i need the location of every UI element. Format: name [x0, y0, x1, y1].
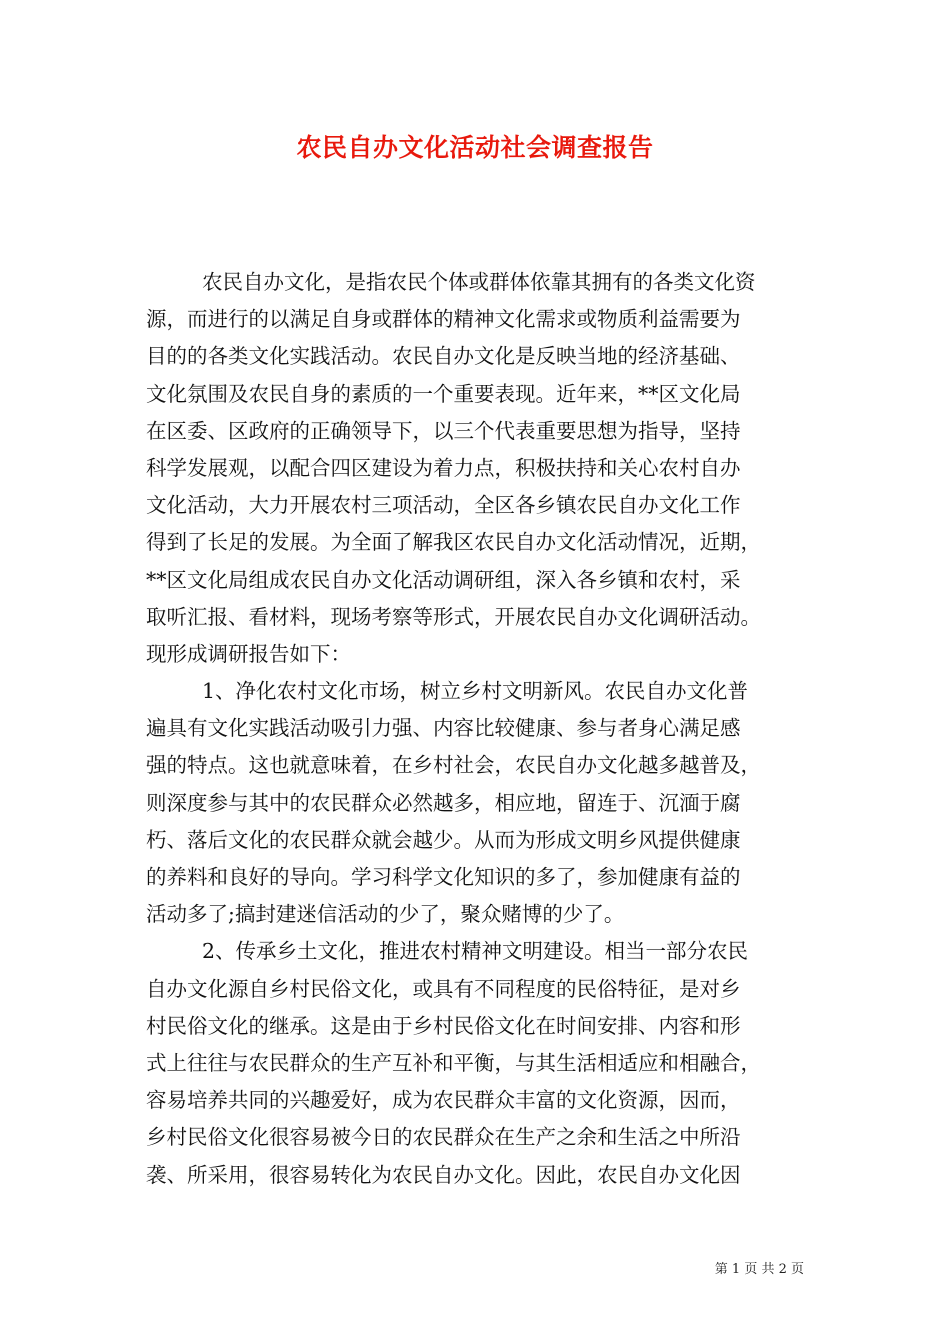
page-number-label: 第 1 页 共 2 页 — [714, 1262, 804, 1277]
text-line: 农民自办文化，是指农民个体或群体依靠其拥有的各类文化资 — [202, 270, 756, 294]
text-line: 源，而进行的以满足自身或群体的精神文化需求或物质利益需要为 — [146, 307, 741, 332]
text-line: 乡村民俗文化很容易被今日的农民群众在生产之余和生活之中所沿 — [146, 1125, 741, 1150]
text-line: 取听汇报、看材料，现场考察等形式，开展农民自办文化调研活动。 — [146, 604, 761, 629]
document-title: 农民自办文化活动社会调查报告 — [296, 133, 654, 162]
text-line: 自办文化源自乡村民俗文化，或具有不同程度的民俗特征，是对乡 — [146, 976, 741, 1001]
text-line: 得到了长足的发展。为全面了解我区农民自办文化活动情况，近期， — [146, 530, 761, 555]
text-line: **区文化局组成农民自办文化活动调研组，深入各乡镇和农村，采 — [146, 567, 741, 592]
text-line: 式上往往与农民群众的生产互补和平衡，与其生活相适应和相融合， — [146, 1050, 761, 1075]
text-line: 2、传承乡土文化，推进农村精神文明建设。相当一部分农民 — [202, 939, 749, 964]
text-line: 强的特点。这也就意味着，在乡村社会，农民自办文化越多越普及， — [146, 753, 761, 778]
text-line: 朽、落后文化的农民群众就会越少。从而为形成文明乡风提供健康 — [146, 827, 741, 852]
text-line: 遍具有文化实践活动吸引力强、内容比较健康、参与者身心满足感 — [146, 716, 741, 741]
text-line: 则深度参与其中的农民群众必然越多，相应地，留连于、沉湎于腐 — [146, 790, 741, 815]
document-body — [146, 264, 826, 1194]
text-line: 文化氛围及农民自身的素质的一个重要表现。近年来，**区文化局 — [146, 381, 741, 406]
paragraph-point-1 — [146, 673, 826, 933]
paragraph-intro — [146, 264, 826, 673]
text-line: 袭、所采用，很容易转化为农民自办文化。因此，农民自办文化因 — [146, 1162, 741, 1187]
text-line: 1、净化农村文化市场，树立乡村文明新风。农民自办文化普 — [202, 679, 749, 704]
text-line: 容易培养共同的兴趣爱好，成为农民群众丰富的文化资源，因而， — [146, 1088, 741, 1113]
page-number-footer — [715, 1260, 804, 1280]
text-line: 的养料和良好的导向。学习科学文化知识的多了，参加健康有益的 — [146, 865, 741, 889]
text-line: 村民俗文化的继承。这是由于乡村民俗文化在时间安排、内容和形 — [146, 1013, 741, 1038]
text-line: 现形成调研报告如下： — [146, 641, 351, 666]
text-line: 文化活动，大力开展农村三项活动，全区各乡镇农民自办文化工作 — [146, 493, 741, 518]
paragraph-point-2 — [146, 933, 826, 1193]
text-line: 活动多了;搞封建迷信活动的少了，聚众赌博的少了。 — [146, 902, 625, 927]
text-line: 目的的各类文化实践活动。农民自办文化是反映当地的经济基础、 — [146, 344, 741, 369]
text-line: 在区委、区政府的正确领导下，以三个代表重要思想为指导，坚持 — [146, 418, 741, 443]
text-line: 科学发展观，以配合四区建设为着力点，积极扶持和关心农村自办 — [146, 455, 741, 480]
